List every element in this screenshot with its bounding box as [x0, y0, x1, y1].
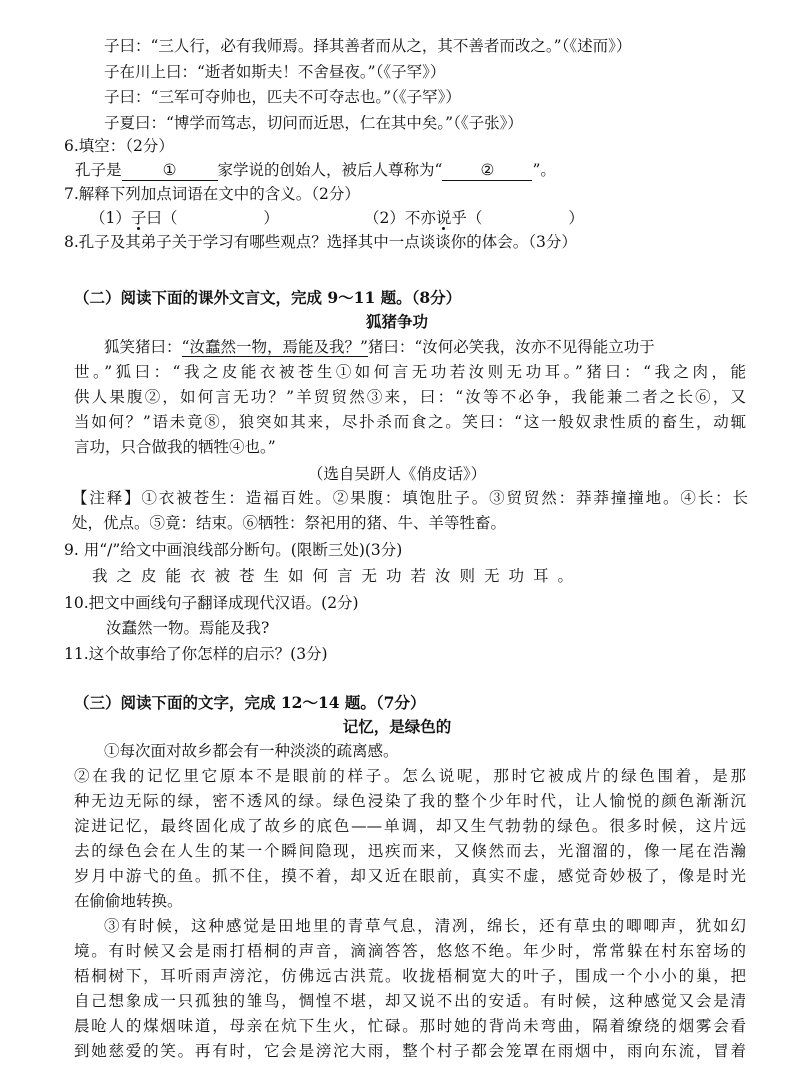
section-3-title: 记忆，是绿色的	[342, 717, 452, 736]
q6-blank-1[interactable]: ①	[122, 160, 218, 181]
q7-title: 7.解释下列加点词语在文中的含义。（2分）	[64, 185, 360, 203]
passage-source: （选自吴趼人《俏皮话》）	[307, 465, 487, 483]
quote-line: 子夏曰：“博学而笃志，切问而近思，仁在其中矣。”（《子张》）	[104, 114, 523, 132]
q6-title: 6.填空：（2分）	[64, 137, 174, 155]
q6-text-c: ”。	[532, 161, 556, 179]
quote-line: 子在川上曰：“逝者如斯夫！不舍昼夜。”（《子罕》）	[104, 63, 446, 81]
article-line: ①每次面对故乡都会有一种淡淡的疏离感。	[104, 742, 399, 760]
article-line: 淀进记忆，最终固化成了故乡的底色——单调，却又生气勃勃的绿色。很多时候，这片远	[74, 817, 746, 835]
section-2-heading: （二）阅读下面的课外文言文，完成 9～11 题。（8分）	[74, 288, 462, 307]
article-line: 岁月中游弋的鱼。抓不住，摸不着，却又近在眼前，真实不虚，感觉奇妙极了，像是时光	[74, 867, 746, 885]
q6-text-a: 孔子是	[75, 161, 122, 179]
passage-line: 供人果腹②，如何言无功？”羊贸贸然③来，曰：“汝等不必争，我能兼二者之长⑥，又	[74, 388, 746, 406]
underlined-sentence: “汝蠢然一物，焉能及我？”	[181, 338, 368, 356]
article-line: 种无边无际的绿，密不透风的绿。绿色浸染了我的整个少年时代，让人愉悦的颜色渐渐沉	[74, 792, 746, 810]
section-2-title: 狐猪争功	[365, 312, 428, 331]
article-line: 自己想象成一只孤独的雏鸟，惆惶不堪，却又说不出的安适。有时候，这种感觉又会是清	[74, 992, 746, 1010]
q11-text: 11.这个故事给了你怎样的启示？(3分)	[64, 645, 328, 663]
article-line: 在偷偷地转换。	[74, 892, 183, 910]
article-line: 去的绿色会在人生的某一个瞬间隐现，迅疾而来，又倏然而去，光溜溜的，像一尾在浩瀚	[74, 842, 746, 860]
passage-line: 世。”狐曰：“我之皮能衣被苍生①如何言无功若汝则无功耳。”猪曰：“我之肉，能	[74, 363, 746, 381]
passage-line: 当如何？”语未竟⑧，狼突如其来，尽扑杀而食之。笑曰：“这一般奴隶性质的畜生，动辄	[74, 413, 746, 431]
q6-text-b: 家学说的创始人，被后人尊称为“	[217, 161, 443, 179]
q8-text: 8.孔子及其弟子关于学习有哪些观点？选择其中一点谈谈你的体会。（3分）	[64, 233, 577, 251]
article-line: 晨呛人的煤烟味道，母亲在炕下生火，忙碌。那时她的背尚未弯曲，隔着缭绕的烟雾会看	[74, 1017, 746, 1035]
article-line: 梧桐树下，耳听雨声滂沱，仿佛远古洪荒。收拢梧桐宽大的叶子，围成一个小小的巢，把	[74, 967, 746, 985]
article-line: 境。有时候又会是雨打梧桐的声音，滴滴答答，悠悠不绝。年少时，常常躲在村东窑场的	[74, 942, 746, 960]
q7-dotted-word: 说	[435, 209, 452, 227]
article-line: ②在我的记忆里它原本不是眼前的样子。怎么说呢，那时它被成片的绿色围着，是那	[74, 767, 746, 785]
passage-line: 言功，只合做我的牺牲④也。”	[74, 438, 276, 456]
q9-text: 9. 用“/”给文中画浪线部分断句。(限断三处)(3分)	[64, 541, 403, 559]
q7-item-2: （2）不亦说乎（ ）	[364, 209, 584, 227]
q10-sentence: 汝蠢然一物。焉能及我?	[106, 619, 270, 637]
q7-dotted-word: 子	[130, 209, 147, 227]
q6-blank-2[interactable]: ②	[442, 160, 532, 181]
quote-line: 子曰：“三人行，必有我师焉。择其善者而从之，其不善者而改之。”（《述而》）	[104, 37, 632, 55]
q7-item-1: （1）子曰（ ）	[90, 209, 279, 227]
article-line: 到她慈爱的笑。再有时，它会是滂沱大雨，整个村子都会笼罩在雨烟中，雨向东流，冒着	[74, 1042, 746, 1060]
section-3-heading: （三）阅读下面的文字，完成 12～14 题。（7分）	[74, 693, 426, 712]
q6-fill-line	[75, 157, 556, 183]
annotation-line: 【注释】①衣被苍生：造福百姓。②果腹：填饱肚子。③贸贸然：莽莽撞撞地。④长：长	[72, 489, 748, 507]
q10-text: 10.把文中画线句子翻译成现代汉语。(2分)	[64, 594, 359, 612]
passage-line: 狐笑猪曰：“汝蠢然一物，焉能及我？”猪曰：“汝何必笑我，汝亦不见得能立功于	[104, 338, 655, 356]
q9-sentence: 我之皮能衣被苍生如何言无功若汝则无功耳。	[92, 567, 583, 585]
annotation-line: 处，优点。⑤竟：结束。⑥牺牲：祭祀用的猪、牛、羊等牲畜。	[72, 514, 507, 532]
article-line: ③有时候，这种感觉是田地里的青草气息，清冽，绵长，还有草虫的唧唧声，犹如幻	[104, 917, 746, 935]
quote-line: 子曰：“三军可夺帅也，匹夫不可夺志也。”（《子罕》）	[104, 88, 461, 106]
